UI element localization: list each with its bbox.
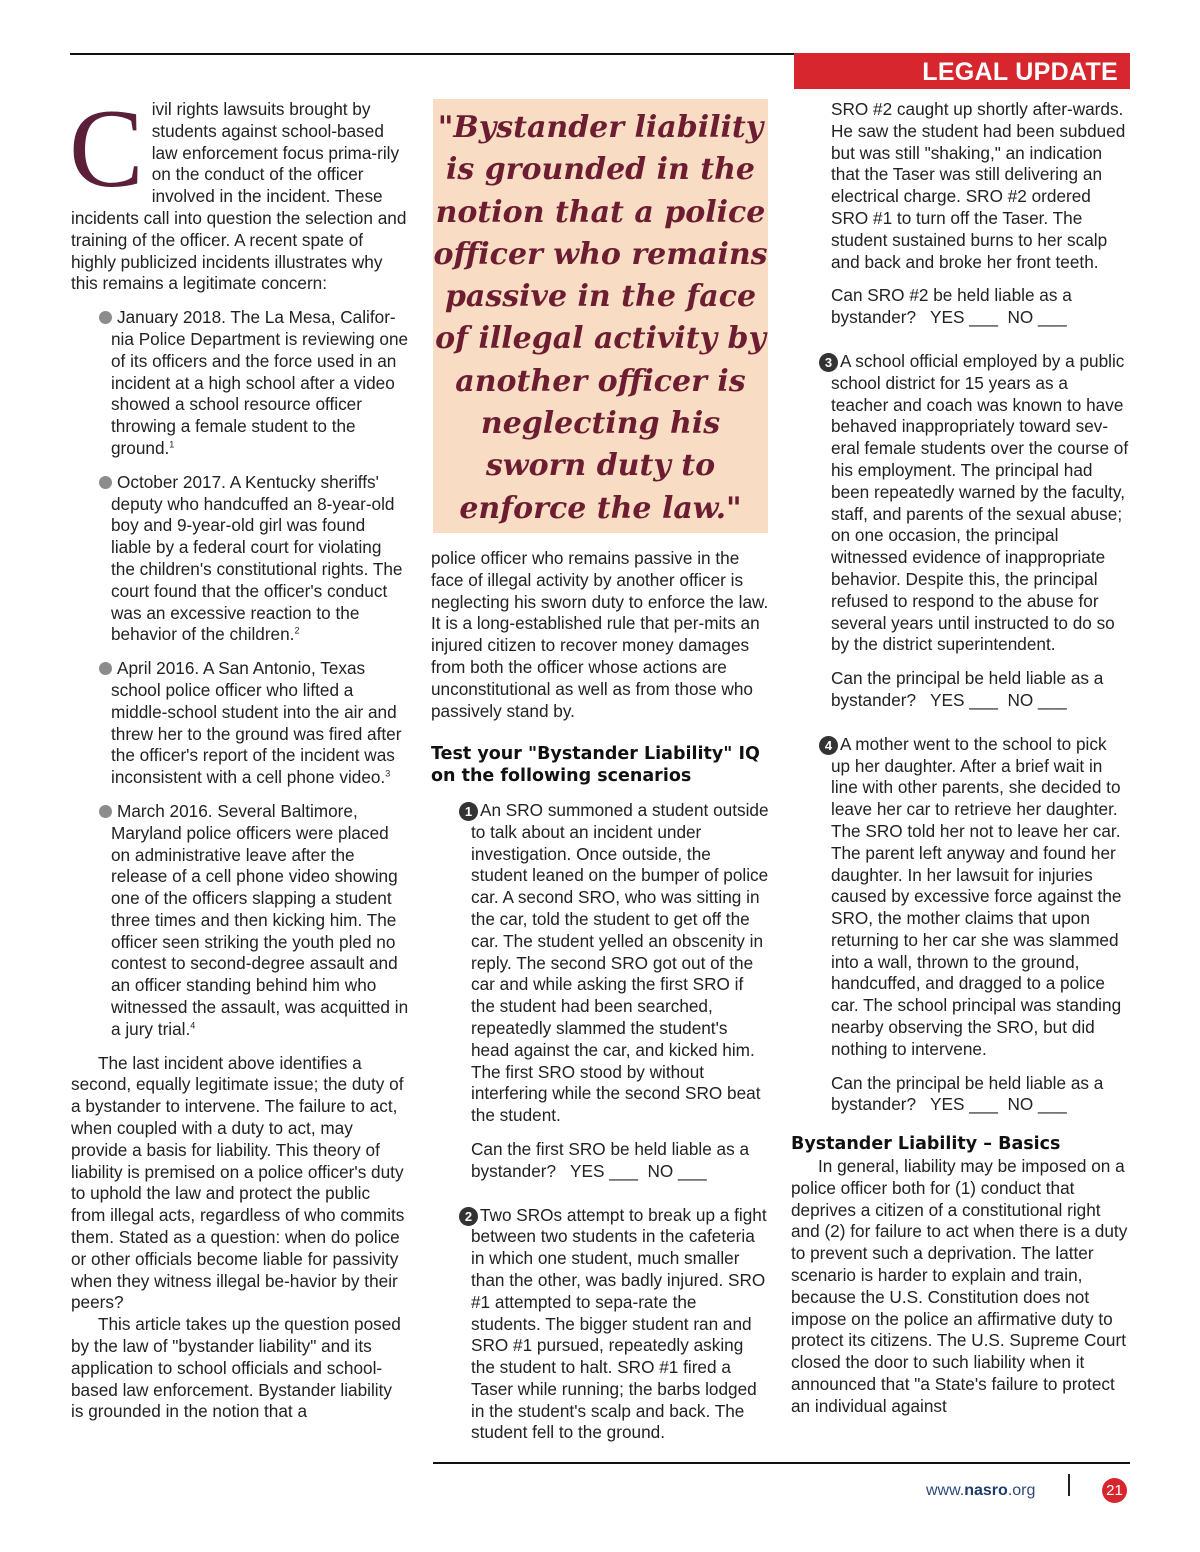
pull-quote-text: "Bystander liability is grounded in the notion that a police officer who remains passive in the face of illegal activity by another officer is neglecting his sworn duty to enforce the law."	[433, 110, 768, 526]
page-number-badge: 21	[1102, 1478, 1127, 1503]
scenario-item	[431, 1205, 769, 1445]
drop-cap: C	[69, 87, 144, 211]
bullet-icon	[99, 476, 112, 489]
footer-divider	[1068, 1474, 1070, 1496]
scenario-text: A school official employed by a public school district for 15 years as a teacher and coach was known to have behaved inappropriately toward sev-eral female students over the course of his employment. The principal had been repeatedly warned by the faculty, staff, and parents of the sexual abuse; on one occasion, the principal witnessed evidence of inappropriate behavior. Despite this, the principal refused to respond to the abuse for several years until instructed to do so by the district superintendent.	[831, 350, 1129, 655]
pull-quote-box	[433, 99, 768, 533]
footnote-ref: 4	[190, 1020, 196, 1031]
incident-text: April 2016. A San Antonio, Texas school police officer who lifted a middle-school student into the air and threw her to the ground was fired after the officer's report of the incident was inconsistent with a cell phone video.	[111, 658, 402, 788]
incident-text: January 2018. The La Mesa, Califor-nia Police Department is reviewing one of its officers and the force used in an incident at a high school after a video showed a school resource officer throwing a female student to the ground.	[111, 307, 409, 458]
column-right	[791, 99, 1129, 1430]
header-rule	[70, 53, 796, 55]
scenario-number-badge: 4	[819, 736, 838, 755]
incident-item	[71, 472, 409, 646]
scenario-item	[791, 351, 1129, 656]
scenario-text: An SRO summoned a student outside to talk about an incident under investigation. Once outside, the student leaned on the bumper of police car. A second SRO, who was sitting in the car, told the student to get off the car. The student yelled an obscenity in reply. The second SRO got out of the car and while asking the first SRO if the student had been searched, repeatedly slammed the student's head against the car, and kicked him. The first SRO stood by without interfering while the second SRO beat the student.	[471, 799, 769, 1126]
body-paragraph: The last incident above identifies a second, equally legitimate issue; the duty of a bystander to intervene. The failure to act, when coupled with a duty to act, may provide a basis for liability. This theory of liability is premised on a police officer's duty to uphold the law and protect the public from illegal acts, regardless of who commits them. Stated as a question: when do police or other officials become liable for passivity when they witness illegal be-havior by their peers?	[71, 1052, 405, 1313]
incident-item	[71, 658, 409, 789]
scenario-number-badge: 2	[459, 1207, 478, 1226]
scenario-question: Can the principal be held liable as a bystander? YES ___ NO ___	[831, 668, 1109, 710]
bullet-icon	[99, 311, 112, 324]
intro-paragraph	[69, 87, 409, 295]
bullet-icon	[99, 662, 112, 675]
url-domain: nasro	[964, 1482, 1008, 1499]
intro-text: ivil rights lawsuits brought by students against school-based law enforcement focus prima-rily on the conduct of the officer involved in the incident. These incidents call into question the selection and training of the officer. A recent spate of highly publicized incidents illustrates why this remains a legitimate concern:	[71, 99, 407, 294]
scenario-question: Can the first SRO be held liable as a bystander? YES ___ NO ___	[471, 1138, 754, 1181]
scenario-text: Two SROs attempt to break up a fight between two students in the cafeteria in which one student, much smaller than the other, was badly injured. SRO #1 attempted to sepa-rate the students. The bigger student ran and SRO #1 pursued, repeatedly asking the student to halt. SRO #1 fired a Taser while running; the barbs lodged in the student's scalp and back. The student fell to the ground.	[471, 1204, 767, 1443]
footnote-ref: 2	[294, 625, 300, 636]
scenario-number-badge: 1	[459, 802, 478, 821]
incident-item	[71, 801, 409, 1041]
scenario-item	[791, 734, 1129, 1061]
section-banner: LEGAL UPDATE	[794, 53, 1130, 89]
footer-rule	[433, 1462, 1130, 1464]
scenario-text: A mother went to the school to pick up her daughter. After a brief wait in line with other parents, she decided to leave her car to retrieve her daughter. The SRO told her not to leave her car. The parent left anyway and found her daughter. In her lawsuit for injuries caused by excessive force against the SRO, the mother claims that upon returning to her car she was slammed into a wall, thrown to the ground, handcuffed, and dragged to a police car. The school principal was standing nearby observing the SRO, but did nothing to intervene.	[831, 733, 1122, 1059]
column-middle	[431, 548, 769, 1456]
scenario-number-badge: 3	[819, 353, 838, 372]
url-prefix: www.	[926, 1482, 965, 1499]
scenario-question: Can the principal be held liable as a bystander? YES ___ NO ___	[831, 1072, 1109, 1115]
basics-paragraph: In general, liability may be imposed on a police officer both for (1) conduct that deprives a citizen of a constitutional right and (2) for failure to act when there is a duty to prevent such a deprivation. The latter scenario is harder to explain and train, because the U.S. Constitution does not impose on the police an affirmative duty to protect its citizens. The U.S. Supreme Court closed the door to such liability when it announced that "a State's failure to protect an individual against	[791, 1156, 1128, 1416]
column-left	[69, 87, 409, 1435]
basics-heading: Bystander Liability – Basics	[791, 1134, 1061, 1155]
incident-item	[71, 307, 409, 460]
quiz-heading: Test your "Bystander Liability" IQ on the following scenarios	[431, 744, 760, 787]
url-suffix: .org	[1007, 1482, 1036, 1499]
body-paragraph: police officer who remains passive in the face of illegal activity by another officer is neglecting his sworn duty to enforce the law. It is a long-established rule that per-mits an injured citizen to recover money damages from both the officer whose actions are unconstitutional as well as from those who passively stand by.	[431, 548, 769, 721]
incident-text: October 2017. A Kentucky sheriffs' deputy who handcuffed an 8-year-old boy and 9-year-old girl was found liable by a federal court for violating the children's constitutional rights. The court found that the officer's conduct was an excessive reaction to the behavior of the children.	[111, 471, 403, 645]
scenario-question: Can SRO #2 be held liable as a bystander? YES ___ NO ___	[831, 285, 1077, 328]
bullet-icon	[99, 805, 112, 818]
incident-text: March 2016. Several Baltimore, Maryland police officers were placed on administrative leave after the release of a cell phone video showing one of the officers slapping a student three times and then kicking him. The officer seen striking the youth pled no contest to second-degree assault and an officer standing behind him who witnessed the assault, was acquitted in a jury trial.	[111, 800, 409, 1039]
footnote-ref: 3	[385, 768, 391, 779]
body-paragraph: This article takes up the question posed by the law of "bystander liability" and its application to school officials and school-based law enforcement. Bystander liability is grounded in the notion that a	[71, 1314, 401, 1422]
footnote-ref: 1	[169, 439, 175, 450]
scenario-item	[431, 800, 769, 1127]
website-link[interactable]	[926, 1482, 1035, 1500]
scenario-continued: SRO #2 caught up shortly after-wards. He saw the student had been subdued but was still "shaking," an indication that the Taser was still delivering an electrical charge. SRO #2 ordered SRO #1 to turn off the Taser. The student sustained burns to her scalp and back and broke her front teeth.	[831, 99, 1126, 272]
